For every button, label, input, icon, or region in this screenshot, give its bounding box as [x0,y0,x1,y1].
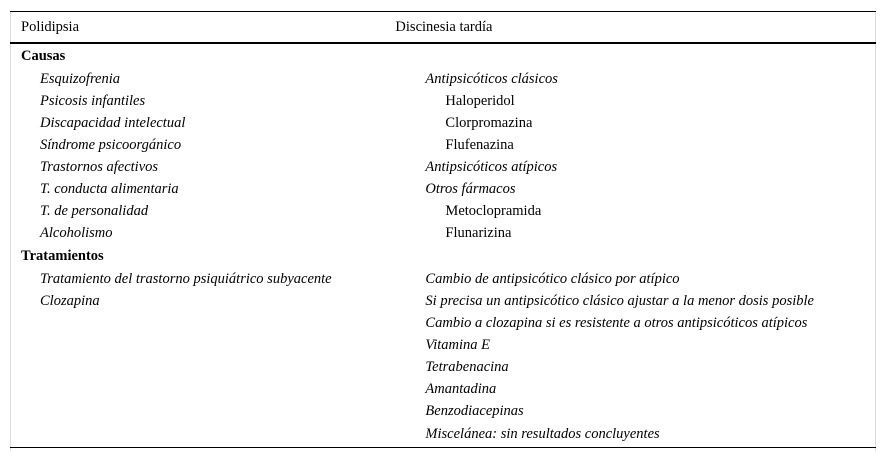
table-row [10,268,876,290]
empty-cell [10,356,395,378]
cause-left: T. de personalidad [40,202,149,219]
treatment-left: Tratamiento del trastorno psiquiátrico subyacente [40,270,332,287]
empty-cell [10,400,395,422]
cause-right: Haloperidol [445,92,515,109]
empty-cell [10,334,395,356]
cause-left: Síndrome psicoorgánico [40,136,182,153]
table-row [10,222,876,244]
header-row [10,12,876,44]
cause-left: Trastornos afectivos [40,158,159,175]
treatment-right: Benzodiacepinas [425,402,524,419]
cause-left: Alcoholismo [40,224,113,241]
cause-left: Esquizofrenia [40,70,121,87]
cause-right: Flufenazina [445,136,514,153]
treatment-right: Miscelánea: sin resultados concluyentes [395,422,876,448]
section-title-causas: Causas [21,47,66,64]
table-row [10,200,876,222]
cause-left: Psicosis infantiles [40,92,146,109]
cause-left: T. conducta alimentaria [40,180,179,197]
table-row [10,400,876,422]
header-polidipsia: Polidipsia [10,12,395,44]
cause-right: Otros fármacos [425,180,516,197]
cause-right: Antipsicóticos clásicos [425,70,558,87]
section-title-tratamientos: Tratamientos [21,247,104,264]
empty-cell [10,378,395,400]
section-row-causas [10,43,876,68]
comparison-table [10,11,876,448]
treatment-right: Cambio a clozapina si es resistente a otros antipsicóticos atípicos [425,314,808,331]
table-row [10,178,876,200]
table-row [10,68,876,90]
cause-right: Antipsicóticos atípicos [425,158,558,175]
header-discinesia-tardia: Discinesia tardía [395,12,876,44]
table-row [10,312,876,334]
table-row [10,134,876,156]
table-row [10,356,876,378]
table-row [10,378,876,400]
table-row [10,90,876,112]
treatment-left: Clozapina [40,292,100,309]
table-row [10,422,876,448]
table-row [10,290,876,312]
cause-right: Clorpromazina [445,114,533,131]
treatment-right: Amantadina [425,380,497,397]
table-row [10,334,876,356]
treatment-right: Tetrabenacina [425,358,509,375]
treatment-right: Cambio de antipsicótico clásico por atípico [425,270,680,287]
section-row-tratamientos [10,244,876,268]
treatment-right: Vitamina E [425,336,490,353]
empty-cell [10,422,395,448]
treatment-right: Si precisa un antipsicótico clásico ajustar a la menor dosis posible [425,292,814,309]
empty-cell [10,312,395,334]
table-row [10,112,876,134]
cause-left: Discapacidad intelectual [40,114,186,131]
cause-right: Flunarizina [445,224,512,241]
table-row [10,156,876,178]
cause-right: Metoclopramida [445,202,542,219]
